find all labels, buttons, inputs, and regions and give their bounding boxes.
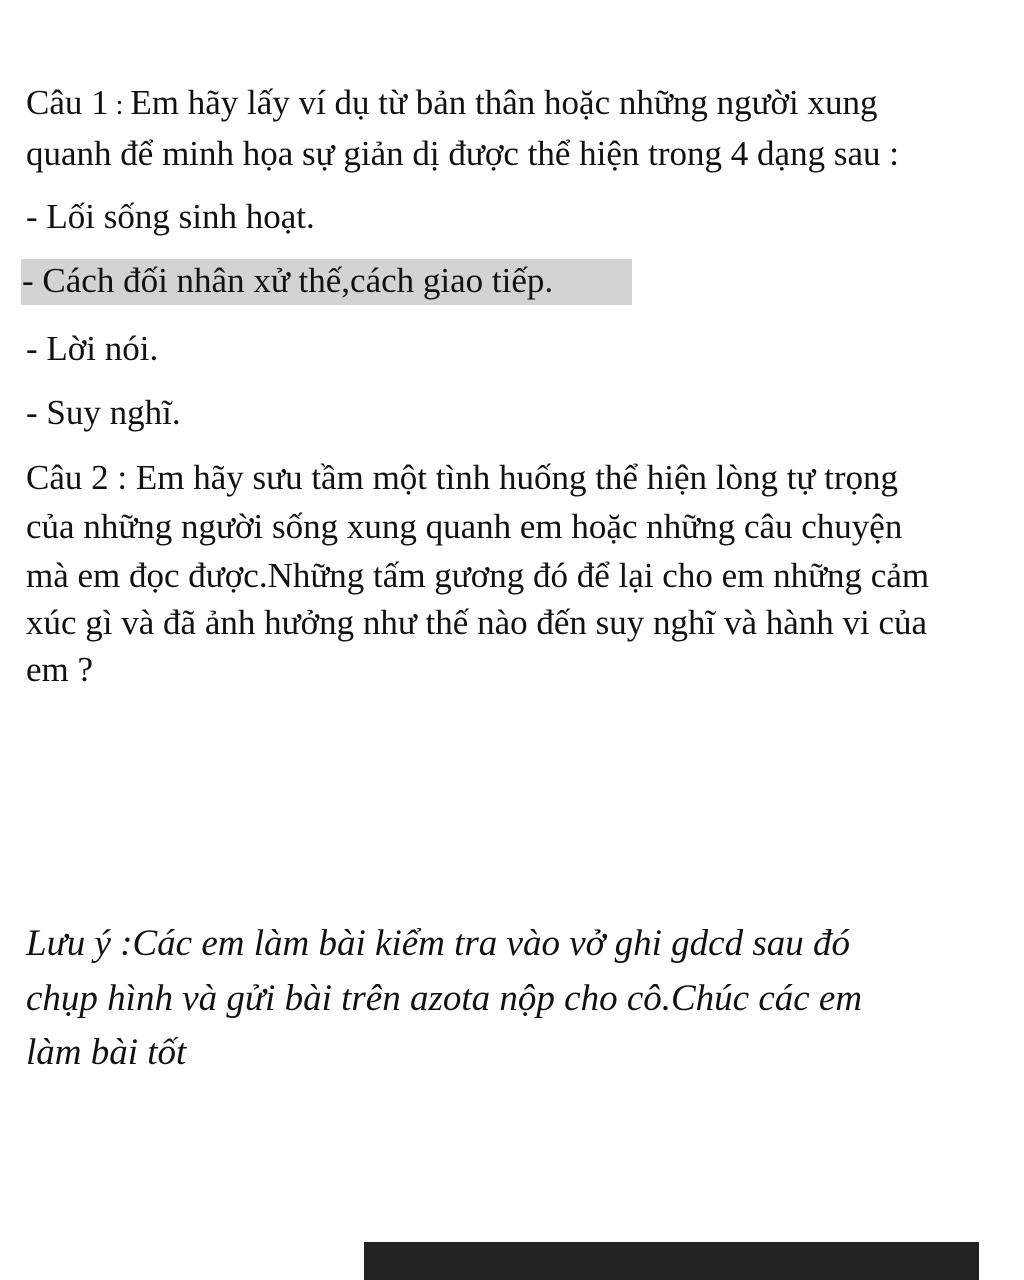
note-line: Lưu ý :Các em làm bài kiểm tra vào vở ghi gdcd sau đó	[26, 923, 850, 964]
note-line: chụp hình và gửi bài trên azota nộp cho cô.Chúc các em	[26, 978, 863, 1019]
question1-line2: quanh để minh họa sự giản dị được thể hiện trong 4 dạng sau :	[26, 134, 899, 173]
question2-line: em ?	[26, 650, 94, 689]
question2-line: mà em đọc được.Những tấm gương đó để lại cho em những cảm	[26, 556, 930, 595]
question1-label: Câu 1	[26, 83, 109, 122]
question1-line1-text: Em hãy lấy ví dụ từ bản thân hoặc những người xung	[130, 83, 878, 122]
question2-line: xúc gì và đã ảnh hưởng như thế nào đến suy nghĩ và hành vi của	[26, 603, 928, 642]
question1-item-behavior: - Cách đối nhân xử thế,cách giao tiếp.	[22, 261, 554, 300]
note-line: làm bài tốt	[26, 1032, 187, 1073]
bottom-bar	[364, 1242, 979, 1280]
question1-colon: :	[108, 90, 131, 121]
question1-item-lifestyle: - Lối sống sinh hoạt.	[26, 197, 315, 236]
question2-line: Câu 2 : Em hãy sưu tầm một tình huống thể hiện lòng tự trọng	[26, 458, 899, 497]
question1-item-speech: - Lời nói.	[26, 329, 159, 368]
question1-line1	[26, 81, 878, 128]
question2-line: của những người sống xung quanh em hoặc những câu chuyện	[26, 507, 903, 546]
question1-item-thinking: - Suy nghĩ.	[26, 393, 181, 432]
